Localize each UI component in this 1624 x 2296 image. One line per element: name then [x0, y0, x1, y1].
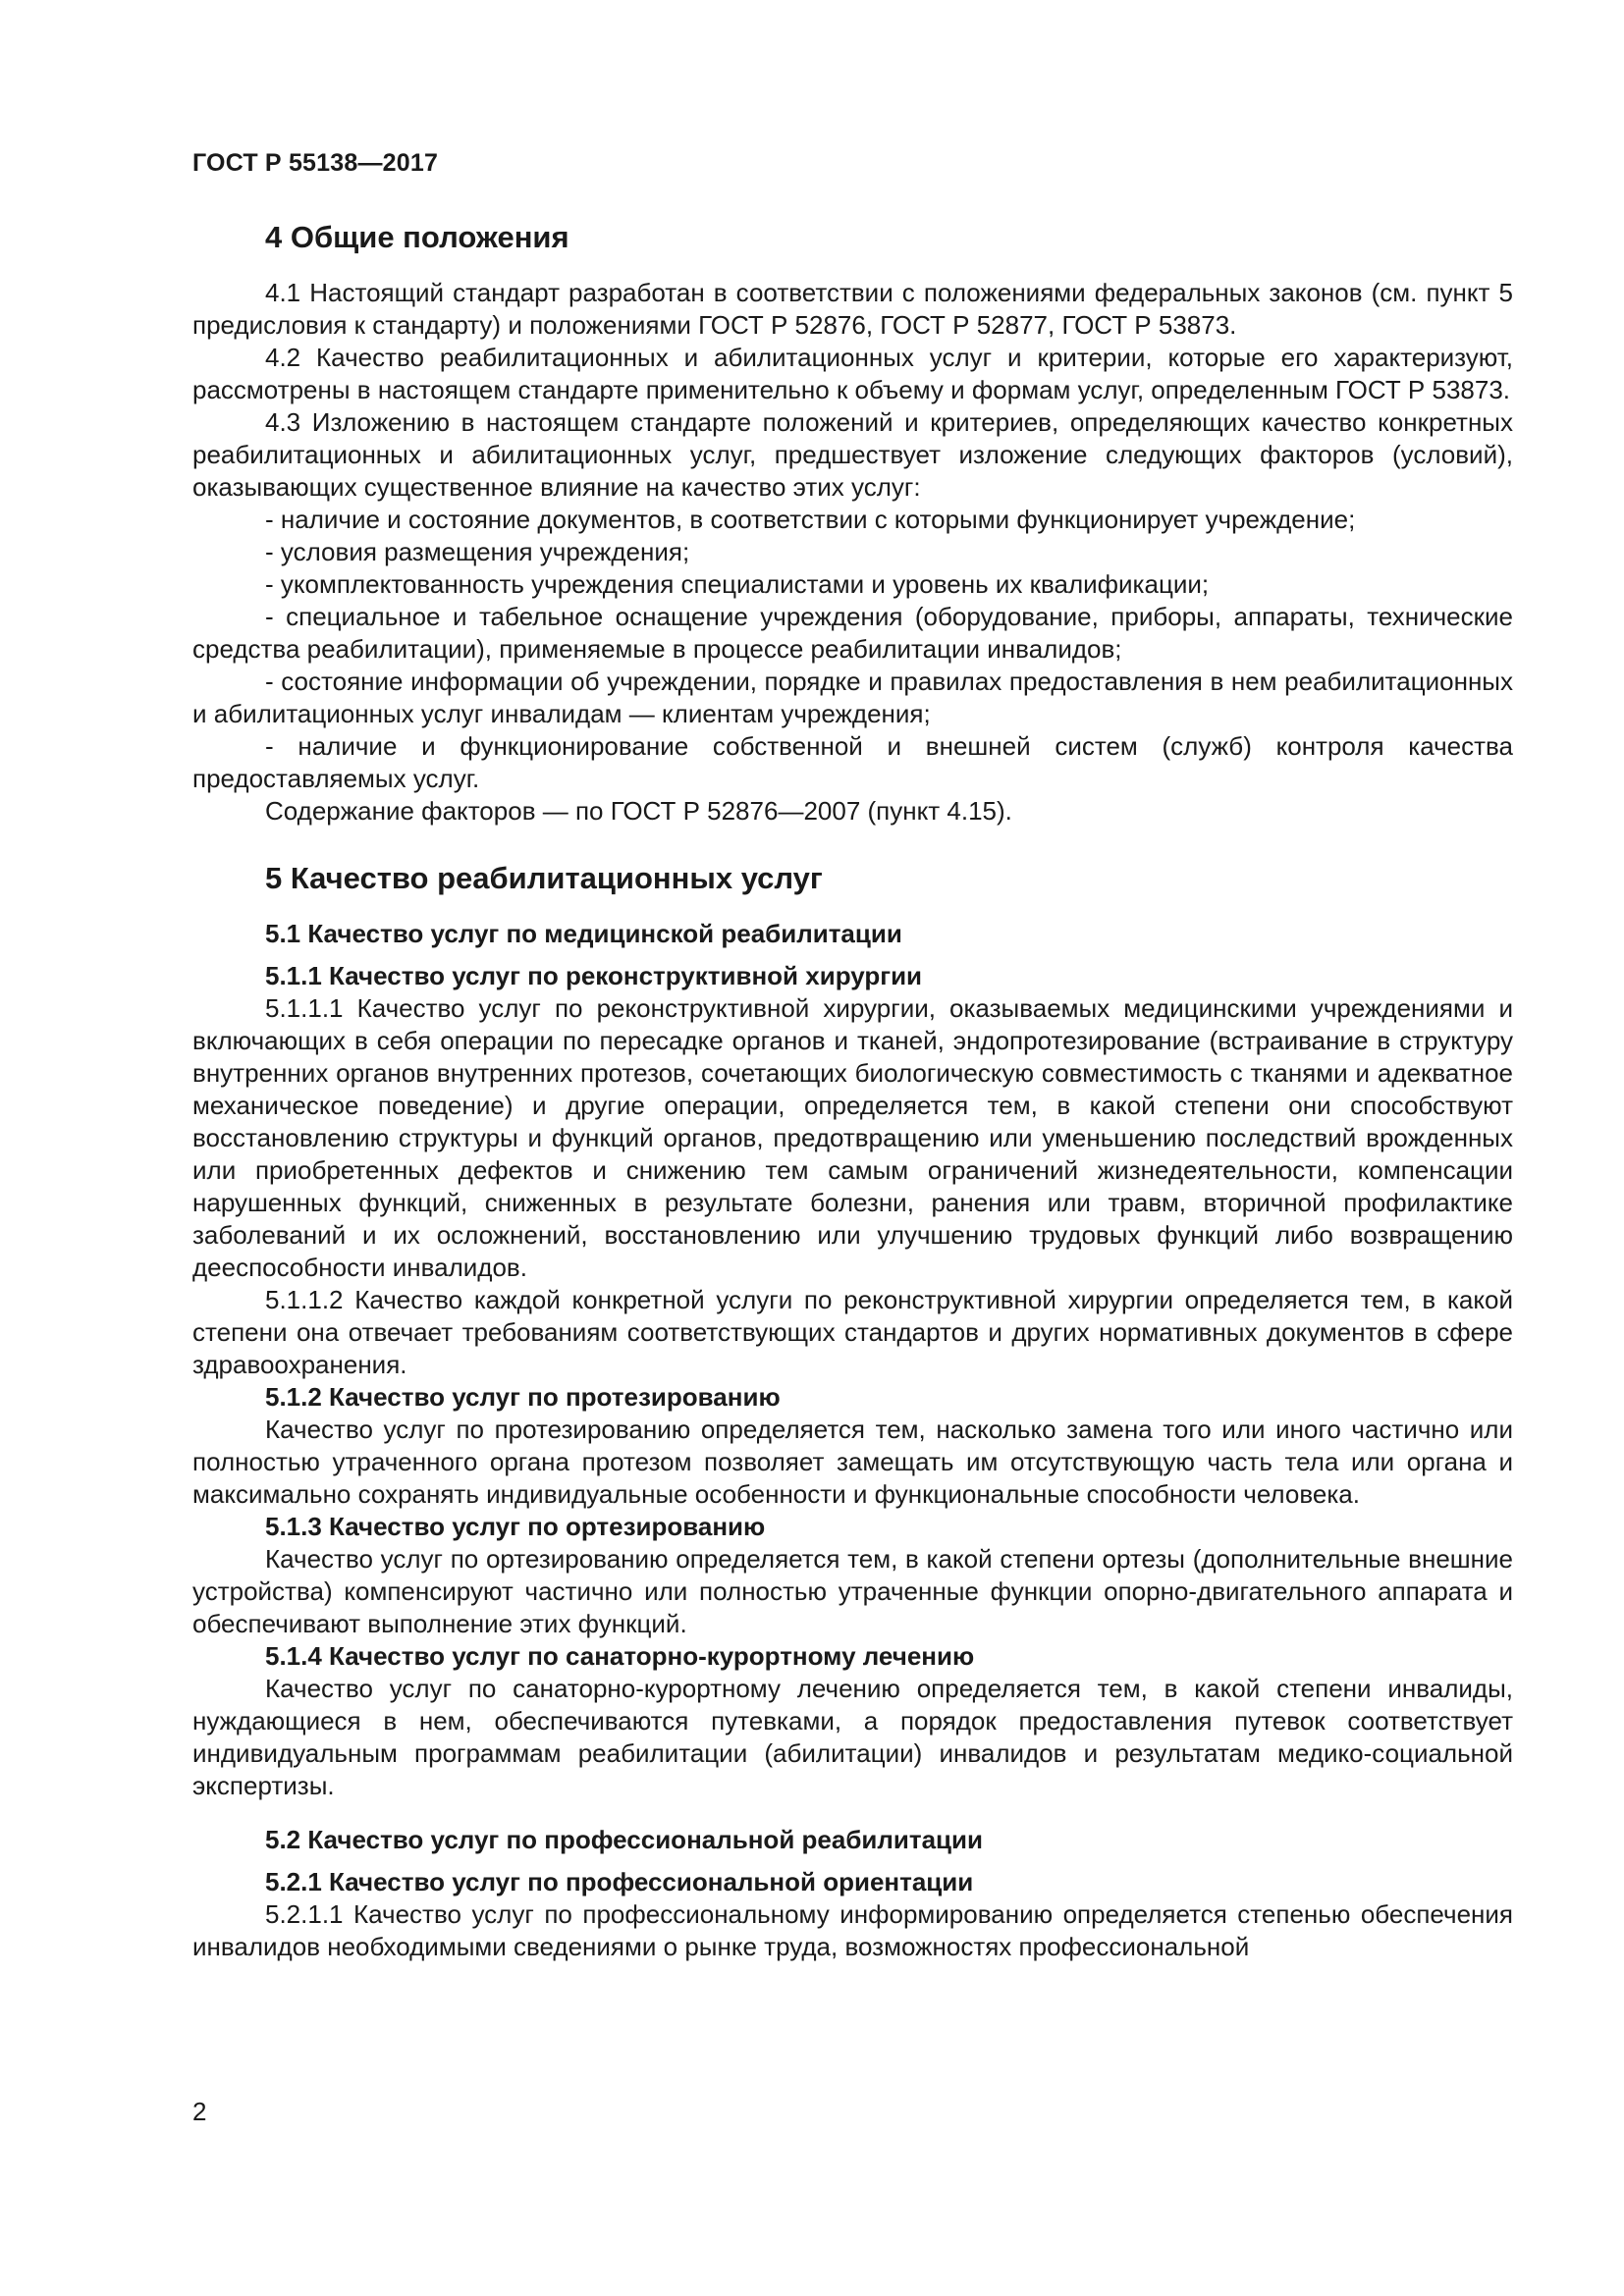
paragraph-5-2-1-1: 5.2.1.1 Качество услуг по профессиональному информированию определяется степенью обеспечения инвалидов необходимыми сведениями о рынке труда, возможностях профессиональной	[192, 1899, 1513, 1961]
running-header-doc-id: ГОСТ Р 55138—2017	[192, 149, 439, 177]
section-5-1-2-heading: 5.1.2 Качество услуг по протезированию	[265, 1382, 781, 1412]
list-item: - укомплектованность учреждения специалистами и уровень их квалификации;	[265, 569, 1210, 599]
list-item: - условия размещения учреждения;	[265, 537, 690, 566]
paragraph-5-1-1-2: 5.1.1.2 Качество каждой конкретной услуги по реконструктивной хирургии определяется тем, в какой степени она отвечает требованиям соответствующих стандартов и других нормативных документов в сфере здравоохранения.	[192, 1285, 1513, 1379]
list-item: - наличие и состояние документов, в соответствии с которыми функционирует учреждение;	[265, 505, 1356, 534]
section-4-heading: 4 Общие положения	[265, 220, 569, 254]
section-5-1-1-heading: 5.1.1 Качество услуг по реконструктивной хирургии	[265, 961, 923, 990]
section-5-2-1-heading: 5.2.1 Качество услуг по профессиональной ориентации	[265, 1867, 974, 1896]
paragraph-4-1: 4.1 Настоящий стандарт разработан в соответствии с положениями федеральных законов (см. пункт 5 предисловия к стандарту) и положениями ГОСТ Р 52876, ГОСТ Р 52877, ГОСТ Р 53873.	[192, 278, 1513, 340]
section-5-1-heading: 5.1 Качество услуг по медицинской реабилитации	[265, 919, 902, 948]
paragraph-factors-reference: Содержание факторов — по ГОСТ Р 52876—2007 (пункт 4.15).	[265, 796, 1012, 826]
list-item: - состояние информации об учреждении, порядке и правилах предоставления в нем реабилитационных и абилитационных услуг инвалидам — клиентам учреждения;	[192, 667, 1513, 728]
section-5-2-heading: 5.2 Качество услуг по профессиональной реабилитации	[265, 1825, 984, 1854]
page-content	[192, 218, 1513, 1963]
list-item: - наличие и функционирование собственной и внешней систем (служб) контроля качества предоставляемых услуг.	[192, 731, 1513, 793]
section-5-1-3-heading: 5.1.3 Качество услуг по ортезированию	[265, 1512, 766, 1541]
list-item: - специальное и табельное оснащение учреждения (оборудование, приборы, аппараты, технические средства реабилитации), применяемые в процессе реабилитации инвалидов;	[192, 602, 1513, 664]
paragraph-4-3: 4.3 Изложению в настоящем стандарте положений и критериев, определяющих качество конкретных реабилитационных и абилитационных услуг, предшествует изложение следующих факторов (условий), оказывающих существенное влияние на качество этих услуг:	[192, 407, 1513, 502]
paragraph-4-2: 4.2 Качество реабилитационных и абилитационных услуг и критерии, которые его характеризуют, рассмотрены в настоящем стандарте применительно к объему и формам услуг, определенным ГОСТ Р 53873.	[192, 343, 1513, 404]
paragraph-5-1-4: Качество услуг по санаторно-курортному лечению определяется тем, в какой степени инвалиды, нуждающиеся в нем, обеспечиваются путевками, а порядок предоставления путевок соответствует индивидуальным программам реабилитации (абилитации) инвалидов и результатам медико-социальной экспертизы.	[192, 1674, 1513, 1800]
paragraph-5-1-1-1: 5.1.1.1 Качество услуг по реконструктивной хирургии, оказываемых медицинскими учреждениями и включающих в себя операции по пересадке органов и тканей, эндопротезирование (встраивание в структуру внутренних органов внутренних протезов, сочетающих биологическую совместимость с тканями и адекватное механическое поведение) и другие операции, определяется тем, в какой степени они способствуют восстановлению структуры и функций органов, предотвращению или уменьшению последствий врожденных или приобретенных дефектов и снижению тем самым ограничений жизнедеятельности, компенсации нарушенных функций, сниженных в результате болезни, ранения или травм, вторичной профилактике заболеваний и их осложнений, восстановлению или улучшению трудовых функций либо возвращению дееспособности инвалидов.	[192, 993, 1513, 1282]
section-5-1-4-heading: 5.1.4 Качество услуг по санаторно-курортному лечению	[265, 1641, 975, 1671]
paragraph-5-1-3: Качество услуг по ортезированию определяется тем, в какой степени ортезы (дополнительные внешние устройства) компенсируют частично или полностью утраченные функции опорно-двигательного аппарата и обеспечивают выполнение этих функций.	[192, 1544, 1513, 1638]
page-number: 2	[192, 2097, 207, 2126]
section-5-heading: 5 Качество реабилитационных услуг	[265, 861, 823, 895]
paragraph-5-1-2: Качество услуг по протезированию определяется тем, насколько замена того или иного частично или полностью утраченного органа протезом позволяет замещать им отсутствующую часть тела или органа и максимально сохранять индивидуальные особенности и функциональные способности человека.	[192, 1415, 1513, 1509]
